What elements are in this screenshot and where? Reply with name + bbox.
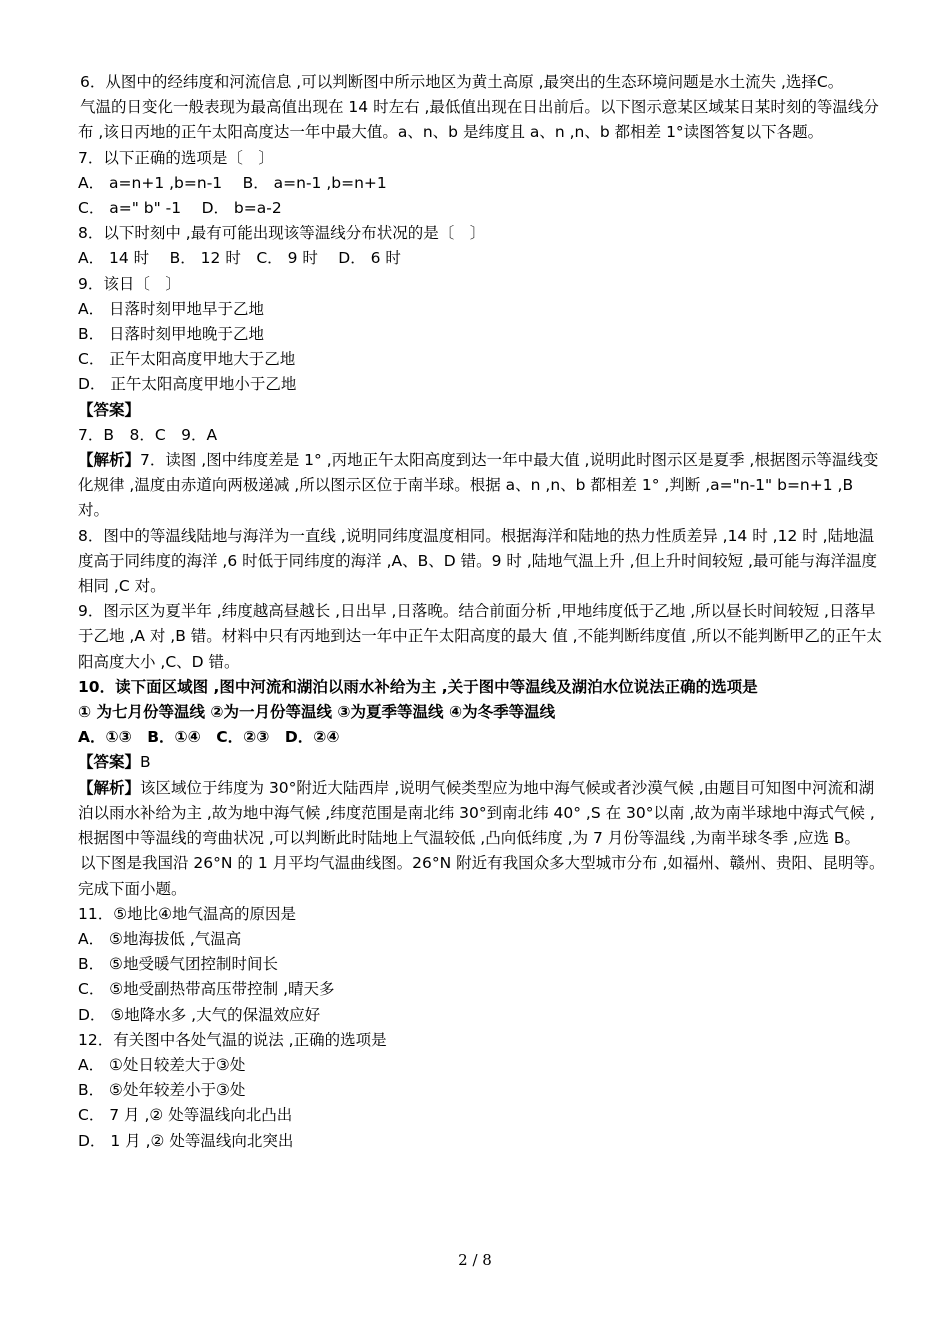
q9-option-b: B． 日落时刻甲地晚于乙地 [78,325,265,344]
q9-stem: 9．该日〔 〕 [78,274,181,293]
q11-option-a: A． ⑤地海拔低 ,气温高 [78,929,242,948]
page-number: 2 / 8 [458,1251,492,1269]
q11-option-c: C． ⑤地受副热带高压带控制 ,晴天多 [78,980,335,999]
q7-explanation: 7．读图 ,图中纬度差是 1° ,丙地正午太阳高度到达一年中最大值 ,说明此时图示区是夏季 ,根据图示等温线变化规律 ,温度由赤道向两极递减 ,所以图示区位于南半球。根据 a、n ,n、b 都相差 1° ,判断 ,a="n-1" b=n+1 ,B 对。 [78,451,879,520]
q9-option-d: D． 正午太阳高度甲地小于乙地 [78,375,297,394]
q12-option-a: A． ①处日较差大于③处 [78,1055,246,1074]
q7-options-cd: C． a=" b" -1 D． b=a-2 [78,199,282,218]
answer-2: B [140,753,151,772]
q10-explanation: 该区域位于纬度为 30°附近大陆西岸 ,说明气候类型应为地中海气候或者沙漠气候 ,由题目可知图中河流和湖泊以雨水补给为主 ,故为地中海气候 ,纬度范围是南北纬 30°到南北纬 40° ,S 在 30°以南 ,故为南半球地中海式气候 ,根据图中等温线的弯曲状况 ,可以判断此时陆地上气温较低 ,凸向低纬度 ,为 7 月份等温线 ,为南半球冬季 ,应选 B。 [78,778,875,848]
q12-option-c: C． 7 月 ,② 处等温线向北凸出 [78,1106,293,1125]
explanation-label-1: 【解析】 [78,451,141,470]
q10-stem: 10．读下面区域图 ,图中河流和湖泊以雨水补给为主 ,关于图中等温线及湖泊水位说法正确的选项是 [78,677,758,696]
q8-explanation: 8．图中的等温线陆地与海洋为一直线 ,说明同纬度温度相同。根据海洋和陆地的热力性质差异 ,14 时 ,12 时 ,陆地温度高于同纬度的海洋 ,6 时低于同纬度的海洋 ,A、B、D 错。9 时 ,陆地气温上升 ,但上升时间较短 ,最可能与海洋温度相同 ,C 对。 [78,526,877,596]
q12-option-d: D． 1 月 ,② 处等温线向北突出 [78,1131,294,1150]
q11-option-d: D． ⑤地降水多 ,大气的保温效应好 [78,1005,321,1024]
q7-options-ab: A． a=n+1 ,b=n-1 B． a=n-1 ,b=n+1 [78,173,387,192]
section-intro-isotherm: 气温的日变化一般表现为最高值出现在 14 时左右 ,最低值出现在日出前后。以下图示意某区域某日某时刻的等温线分布 ,该日丙地的正午太阳高度达一年中最大值。a、n、b 是纬度且 a、n ,n、b 都相差 1°读图答复以下各题。 [78,98,879,142]
q9-option-a: A． 日落时刻甲地早于乙地 [78,299,265,318]
q11-stem: 11．⑤地比④地气温高的原因是 [78,904,297,923]
q6-explanation: 6．从图中的经纬度和河流信息 ,可以判断图中所示地区为黄土高原 ,最突出的生态环境问题是水土流失 ,选择C。 [80,73,844,91]
q7-stem: 7．以下正确的选项是〔 〕 [78,148,274,167]
q8-options: A． 14 时 B． 12 时 C． 9 时 D． 6 时 [78,249,401,268]
q9-explanation: 9．图示区为夏半年 ,纬度越高昼越长 ,日出早 ,日落晚。结合前面分析 ,甲地纬度低于乙地 ,所以昼长时间较短 ,日落早于乙地 ,A 对 ,B 错。材料中只有丙地到达一年中正午太阳高度的最大 值 ,不能判断纬度值 ,所以不能判断甲乙的正午太阳高度大小 ,C、D 错。 [78,602,882,671]
q8-stem: 8．以下时刻中 ,最有可能出现该等温线分布状况的是〔 〕 [78,224,486,243]
answer-1: 7．B 8．C 9．A [78,425,218,444]
q11-option-b: B． ⑤地受暖气团控制时间长 [78,955,278,974]
document-body [78,70,886,1154]
q9-option-c: C． 正午太阳高度甲地大于乙地 [78,350,296,369]
q10-items: ① 为七月份等温线 ②为一月份等温线 ③为夏季等温线 ④为冬季等温线 [78,703,556,722]
explanation-label-2: 【解析】 [78,778,141,797]
q12-option-b: B． ⑤处年较差小于③处 [78,1081,246,1100]
answer-label-1: 【答案】 [78,400,141,419]
q10-options: A．①③ B．①④ C．②③ D．②④ [78,728,340,747]
q12-stem: 12．有关图中各处气温的说法 ,正确的选项是 [78,1030,387,1049]
answer-label-2: 【答案】 [78,753,141,772]
section-intro-26n: 以下图是我国沿 26°N 的 1 月平均气温曲线图。26°N 附近有我国众多大型城市分布 ,如福州、赣州、贵阳、昆明等。完成下面小题。 [78,854,885,898]
